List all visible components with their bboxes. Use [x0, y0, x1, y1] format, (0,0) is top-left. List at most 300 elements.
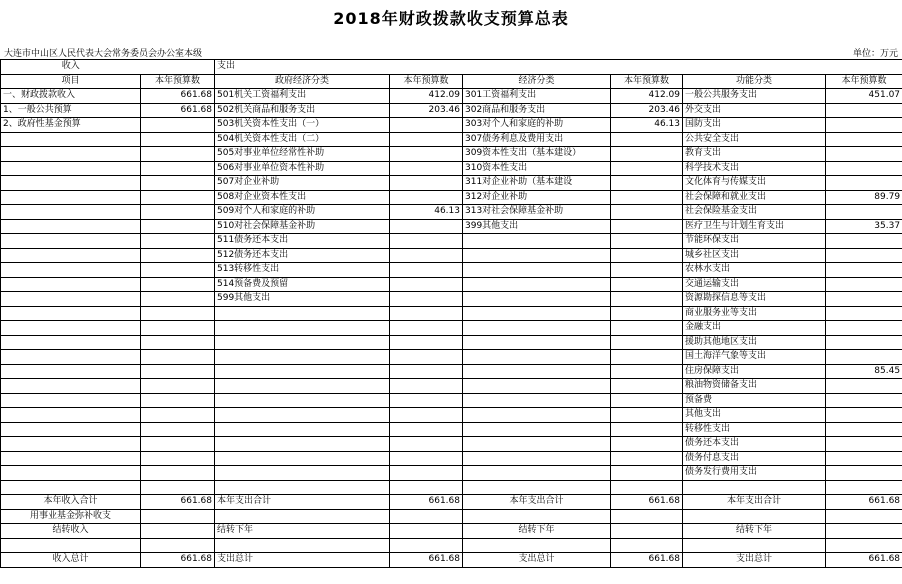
gov-econ-amount [390, 480, 463, 495]
income-amount [141, 292, 215, 307]
gov-econ-item: 504机关资本性支出（二） [215, 132, 390, 147]
econ-item: 301工资福利支出 [463, 89, 611, 104]
func-item: 债务发行费用支出 [683, 466, 826, 481]
func-amount [826, 277, 902, 292]
income-amount [141, 451, 215, 466]
income-item [1, 161, 141, 176]
table-row [1, 466, 902, 481]
empty-cell [390, 509, 463, 524]
grand-gov-label: 支出总计 [215, 553, 390, 568]
empty-cell [463, 538, 611, 553]
econ-item [463, 335, 611, 350]
func-item: 文化体育与传媒支出 [683, 176, 826, 191]
income-amount [141, 350, 215, 365]
gov-econ-item [215, 480, 390, 495]
gov-econ-item [215, 306, 390, 321]
func-item: 外交支出 [683, 103, 826, 118]
income-amount [141, 176, 215, 191]
income-amount [141, 118, 215, 133]
gov-econ-amount [390, 118, 463, 133]
econ-item: 311对企业补助（基本建设 [463, 176, 611, 191]
func-item: 农林水支出 [683, 263, 826, 278]
func-amount [826, 480, 902, 495]
econ-item [463, 364, 611, 379]
empty-cell [611, 538, 683, 553]
empty-cell [611, 524, 683, 539]
gov-econ-item: 599其他支出 [215, 292, 390, 307]
income-item [1, 350, 141, 365]
econ-amount [611, 292, 683, 307]
column-header: 本年预算数 [141, 74, 215, 89]
table-row [1, 379, 902, 394]
econ-amount [611, 147, 683, 162]
income-item [1, 422, 141, 437]
econ-total-value: 661.68 [611, 495, 683, 510]
income-amount [141, 190, 215, 205]
gov-econ-amount [390, 263, 463, 278]
econ-amount [611, 379, 683, 394]
econ-amount [611, 277, 683, 292]
func-amount [826, 437, 902, 452]
income-amount [141, 408, 215, 423]
income-amount [141, 161, 215, 176]
income-item [1, 248, 141, 263]
econ-item: 307债务利息及费用支出 [463, 132, 611, 147]
func-item: 援助其他地区支出 [683, 335, 826, 350]
income-section-spacer [141, 60, 215, 75]
gov-econ-amount [390, 321, 463, 336]
income-amount [141, 335, 215, 350]
income-item: 2、政府性基金预算 [1, 118, 141, 133]
grand-gov-value: 661.68 [390, 553, 463, 568]
func-item: 交通运输支出 [683, 277, 826, 292]
income-item [1, 219, 141, 234]
income-total-label: 本年收入合计 [1, 495, 141, 510]
gov-econ-amount [390, 393, 463, 408]
table-row [1, 205, 902, 220]
totals-row [1, 495, 902, 510]
func-amount [826, 350, 902, 365]
func-item: 预备费 [683, 393, 826, 408]
econ-item: 399其他支出 [463, 219, 611, 234]
budget-table [0, 59, 902, 568]
func-amount [826, 306, 902, 321]
gov-econ-item [215, 335, 390, 350]
econ-item: 302商品和服务支出 [463, 103, 611, 118]
econ-item [463, 480, 611, 495]
func-item: 国土海洋气象等支出 [683, 350, 826, 365]
table-row [1, 422, 902, 437]
table-row [1, 219, 902, 234]
gov-econ-item: 505对事业单位经常性补助 [215, 147, 390, 162]
econ-amount [611, 393, 683, 408]
econ-amount [611, 248, 683, 263]
econ-amount [611, 234, 683, 249]
table-row [1, 190, 902, 205]
gov-econ-amount [390, 248, 463, 263]
grand-income-value: 661.68 [141, 553, 215, 568]
column-header: 政府经济分类 [215, 74, 390, 89]
gov-econ-amount: 46.13 [390, 205, 463, 220]
income-amount [141, 205, 215, 220]
func-amount [826, 466, 902, 481]
table-row [1, 234, 902, 249]
expense-section-header: 支出 [215, 60, 902, 75]
func-item: 转移性支出 [683, 422, 826, 437]
econ-item [463, 234, 611, 249]
unit-label: 单位：万元 [852, 49, 898, 59]
table-row [1, 451, 902, 466]
table-row [1, 132, 902, 147]
income-amount [141, 306, 215, 321]
gov-econ-amount [390, 422, 463, 437]
func-item: 医疗卫生与计划生育支出 [683, 219, 826, 234]
econ-amount: 46.13 [611, 118, 683, 133]
econ-amount: 412.09 [611, 89, 683, 104]
empty-cell [215, 538, 390, 553]
func-amount: 451.07 [826, 89, 902, 104]
func-item: 一般公共服务支出 [683, 89, 826, 104]
income-item [1, 306, 141, 321]
func-amount [826, 379, 902, 394]
gov-econ-item [215, 451, 390, 466]
table-footer [1, 495, 902, 568]
blank-row [1, 538, 902, 553]
income-item [1, 277, 141, 292]
carryover-income-label: 结转收入 [1, 524, 141, 539]
grand-total-row [1, 553, 902, 568]
income-item [1, 234, 141, 249]
income-amount [141, 263, 215, 278]
empty-cell [141, 538, 215, 553]
income-amount [141, 393, 215, 408]
func-item: 商业服务业等支出 [683, 306, 826, 321]
grand-econ-label: 支出总计 [463, 553, 611, 568]
func-amount [826, 132, 902, 147]
gov-econ-amount [390, 451, 463, 466]
econ-amount: 203.46 [611, 103, 683, 118]
func-item: 债务还本支出 [683, 437, 826, 452]
econ-item [463, 306, 611, 321]
table-row [1, 321, 902, 336]
gov-econ-item [215, 466, 390, 481]
econ-amount [611, 263, 683, 278]
gov-econ-amount [390, 176, 463, 191]
econ-item [463, 263, 611, 278]
column-header: 功能分类 [683, 74, 826, 89]
func-total-value: 661.68 [826, 495, 902, 510]
table-row [1, 176, 902, 191]
empty-cell [390, 524, 463, 539]
gov-econ-item: 513转移性支出 [215, 263, 390, 278]
econ-item [463, 350, 611, 365]
econ-item [463, 466, 611, 481]
carryover-gov-label: 结转下年 [215, 524, 390, 539]
func-item: 科学技术支出 [683, 161, 826, 176]
econ-item [463, 408, 611, 423]
func-item: 社会保障和就业支出 [683, 190, 826, 205]
gov-econ-item [215, 321, 390, 336]
func-amount: 85.45 [826, 364, 902, 379]
func-item: 资源勘探信息等支出 [683, 292, 826, 307]
table-row [1, 147, 902, 162]
econ-amount [611, 190, 683, 205]
income-item: 1、一般公共预算 [1, 103, 141, 118]
func-amount [826, 422, 902, 437]
econ-amount [611, 422, 683, 437]
func-amount [826, 118, 902, 133]
econ-item [463, 379, 611, 394]
income-item: 一、财政拨款收入 [1, 89, 141, 104]
econ-total-label: 本年支出合计 [463, 495, 611, 510]
grand-func-label: 支出总计 [683, 553, 826, 568]
gov-econ-item [215, 437, 390, 452]
gov-econ-amount [390, 350, 463, 365]
econ-amount [611, 480, 683, 495]
func-amount [826, 205, 902, 220]
income-item [1, 176, 141, 191]
gov-econ-amount [390, 364, 463, 379]
expense-total-value: 661.68 [390, 495, 463, 510]
table-row [1, 118, 902, 133]
func-item: 金融支出 [683, 321, 826, 336]
econ-amount [611, 408, 683, 423]
grand-func-value: 661.68 [826, 553, 902, 568]
econ-amount [611, 176, 683, 191]
func-amount [826, 147, 902, 162]
income-item [1, 393, 141, 408]
empty-cell [141, 509, 215, 524]
econ-amount [611, 466, 683, 481]
table-row [1, 437, 902, 452]
gov-econ-item: 506对事业单位资本性补助 [215, 161, 390, 176]
gov-econ-amount [390, 190, 463, 205]
econ-item: 312对企业补助 [463, 190, 611, 205]
empty-cell [141, 524, 215, 539]
column-header: 本年预算数 [826, 74, 902, 89]
income-item [1, 364, 141, 379]
gov-econ-amount [390, 335, 463, 350]
table-row [1, 364, 902, 379]
econ-amount [611, 205, 683, 220]
func-amount [826, 263, 902, 278]
column-header: 本年预算数 [390, 74, 463, 89]
table-row [1, 480, 902, 495]
table-row [1, 292, 902, 307]
func-item: 城乡社区支出 [683, 248, 826, 263]
table-row [1, 263, 902, 278]
gov-econ-item: 509对个人和家庭的补助 [215, 205, 390, 220]
table-row [1, 335, 902, 350]
gov-econ-item: 511债务还本支出 [215, 234, 390, 249]
income-amount [141, 147, 215, 162]
econ-item: 310资本性支出 [463, 161, 611, 176]
func-amount [826, 234, 902, 249]
table-body [1, 89, 902, 495]
table-row [1, 103, 902, 118]
func-item: 节能环保支出 [683, 234, 826, 249]
gov-econ-item [215, 393, 390, 408]
grand-income-label: 收入总计 [1, 553, 141, 568]
func-item: 社会保险基金支出 [683, 205, 826, 220]
econ-amount [611, 219, 683, 234]
income-item [1, 335, 141, 350]
gov-econ-amount [390, 277, 463, 292]
gov-econ-item: 503机关资本性支出（一） [215, 118, 390, 133]
gov-econ-item [215, 422, 390, 437]
gov-econ-item: 508对企业资本性支出 [215, 190, 390, 205]
econ-item [463, 248, 611, 263]
econ-amount [611, 350, 683, 365]
gov-econ-item [215, 379, 390, 394]
econ-item: 313对社会保障基金补助 [463, 205, 611, 220]
income-amount [141, 234, 215, 249]
income-amount [141, 321, 215, 336]
income-amount [141, 422, 215, 437]
func-item: 公共安全支出 [683, 132, 826, 147]
income-amount [141, 379, 215, 394]
econ-item [463, 393, 611, 408]
table-row [1, 393, 902, 408]
gov-econ-amount [390, 219, 463, 234]
func-amount [826, 176, 902, 191]
grand-econ-value: 661.68 [611, 553, 683, 568]
income-item [1, 263, 141, 278]
section-header-row [1, 60, 902, 75]
empty-cell [826, 509, 902, 524]
income-amount: 661.68 [141, 89, 215, 104]
gov-econ-amount: 412.09 [390, 89, 463, 104]
income-amount [141, 466, 215, 481]
gov-econ-item: 512债务还本支出 [215, 248, 390, 263]
gov-econ-item: 514预备费及预留 [215, 277, 390, 292]
empty-cell [826, 524, 902, 539]
subsidy-row [1, 509, 902, 524]
func-amount [826, 292, 902, 307]
gov-econ-amount [390, 379, 463, 394]
econ-item: 303对个人和家庭的补助 [463, 118, 611, 133]
income-item [1, 466, 141, 481]
func-amount [826, 248, 902, 263]
empty-cell [683, 509, 826, 524]
expense-total-label: 本年支出合计 [215, 495, 390, 510]
unit-name: 大连市中山区人民代表大会常务委员会办公室本级 [4, 49, 203, 59]
carryover-func-label: 结转下年 [683, 524, 826, 539]
func-amount: 35.37 [826, 219, 902, 234]
func-amount [826, 408, 902, 423]
income-section-header: 收入 [1, 60, 141, 75]
gov-econ-amount [390, 132, 463, 147]
econ-amount [611, 451, 683, 466]
income-item [1, 147, 141, 162]
column-header: 项目 [1, 74, 141, 89]
empty-cell [826, 538, 902, 553]
gov-econ-item [215, 364, 390, 379]
page-title: 2018年财政拨款收支预算总表 [333, 9, 569, 28]
func-total-label: 本年支出合计 [683, 495, 826, 510]
income-amount [141, 132, 215, 147]
gov-econ-item: 502机关商品和服务支出 [215, 103, 390, 118]
income-item [1, 205, 141, 220]
gov-econ-item [215, 350, 390, 365]
income-item [1, 292, 141, 307]
table-row [1, 248, 902, 263]
func-amount: 89.79 [826, 190, 902, 205]
func-amount [826, 161, 902, 176]
income-item [1, 379, 141, 394]
empty-cell [1, 538, 141, 553]
income-amount [141, 364, 215, 379]
gov-econ-item [215, 408, 390, 423]
column-header: 本年预算数 [611, 74, 683, 89]
income-item [1, 451, 141, 466]
func-item: 粮油物资储备支出 [683, 379, 826, 394]
econ-amount [611, 335, 683, 350]
gov-econ-amount [390, 466, 463, 481]
empty-cell [463, 509, 611, 524]
gov-econ-item: 501机关工资福利支出 [215, 89, 390, 104]
econ-item [463, 321, 611, 336]
econ-item: 309资本性支出（基本建设） [463, 147, 611, 162]
func-item [683, 480, 826, 495]
empty-cell [390, 538, 463, 553]
econ-item [463, 422, 611, 437]
gov-econ-amount [390, 306, 463, 321]
gov-econ-amount [390, 408, 463, 423]
gov-econ-amount [390, 292, 463, 307]
carryover-econ-label: 结转下年 [463, 524, 611, 539]
column-header-row [1, 74, 902, 89]
econ-amount [611, 306, 683, 321]
func-item: 国防支出 [683, 118, 826, 133]
income-item [1, 321, 141, 336]
table-row [1, 277, 902, 292]
gov-econ-item: 510对社会保障基金补助 [215, 219, 390, 234]
income-amount [141, 248, 215, 263]
gov-econ-amount [390, 234, 463, 249]
income-item [1, 408, 141, 423]
econ-amount [611, 321, 683, 336]
table-row [1, 408, 902, 423]
econ-amount [611, 364, 683, 379]
carryover-row [1, 524, 902, 539]
func-amount [826, 335, 902, 350]
econ-amount [611, 132, 683, 147]
income-amount [141, 480, 215, 495]
income-item [1, 132, 141, 147]
income-item [1, 190, 141, 205]
econ-amount [611, 437, 683, 452]
income-item [1, 437, 141, 452]
func-item: 住房保障支出 [683, 364, 826, 379]
econ-amount [611, 161, 683, 176]
gov-econ-amount [390, 437, 463, 452]
table-row [1, 89, 902, 104]
income-total-value: 661.68 [141, 495, 215, 510]
gov-econ-amount [390, 161, 463, 176]
table-row [1, 306, 902, 321]
income-item [1, 480, 141, 495]
econ-item [463, 292, 611, 307]
empty-cell [215, 509, 390, 524]
func-item: 债务付息支出 [683, 451, 826, 466]
gov-econ-amount [390, 147, 463, 162]
func-amount [826, 321, 902, 336]
table-row [1, 161, 902, 176]
econ-item [463, 451, 611, 466]
gov-econ-amount: 203.46 [390, 103, 463, 118]
empty-cell [683, 538, 826, 553]
